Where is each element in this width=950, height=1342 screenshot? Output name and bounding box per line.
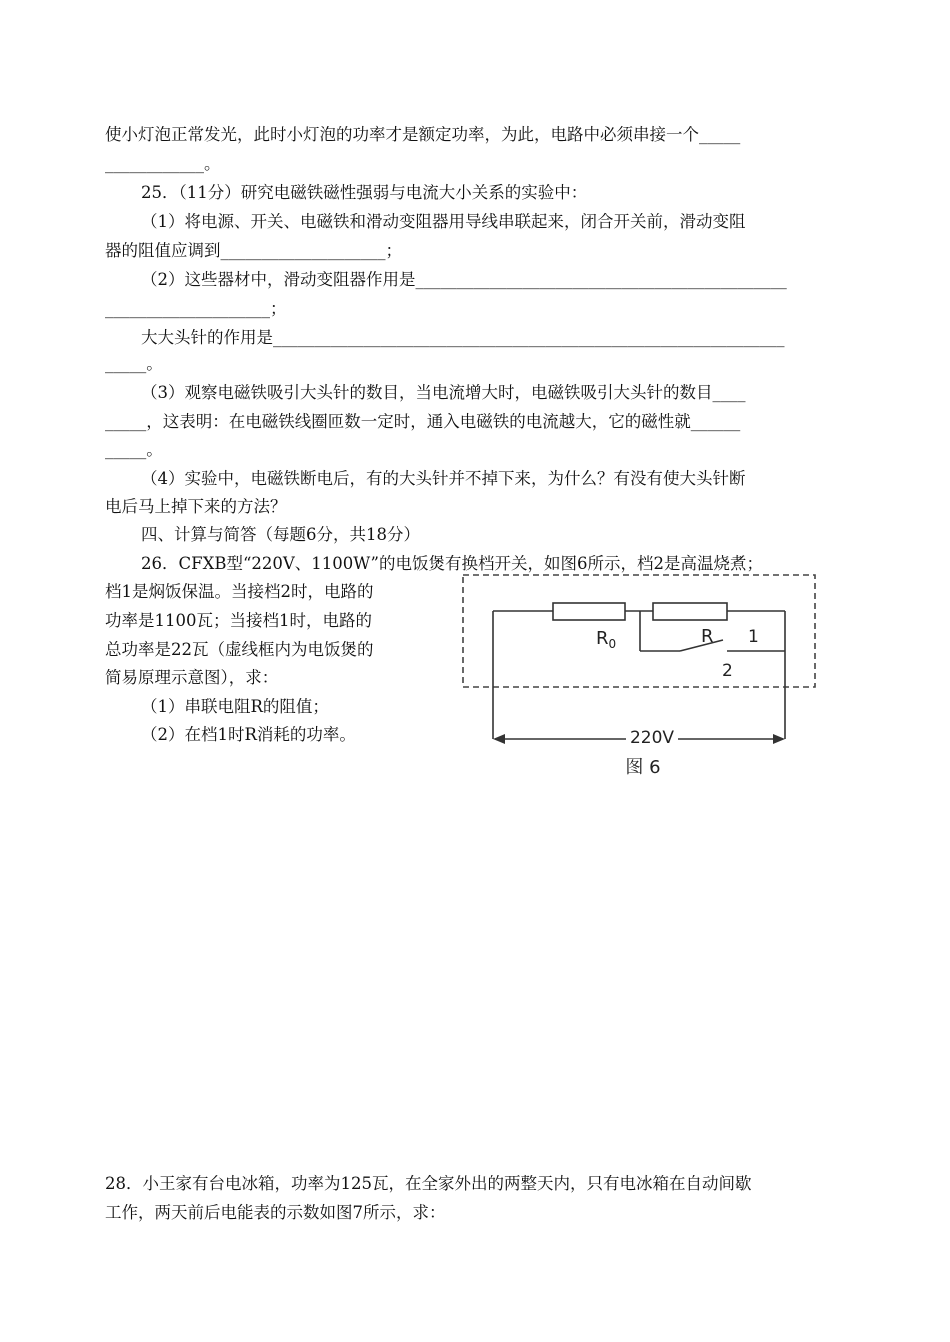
r-label: R bbox=[701, 626, 714, 647]
question-26-heading: 26．CFXB型“220V、1100W”的电饭煲有换档开关，如图6所示，档2是高温烧煮； bbox=[141, 554, 763, 573]
arrow-right-icon bbox=[773, 734, 785, 744]
text-line: 功率是1100瓦；当接档1时，电路的 bbox=[105, 611, 372, 630]
switch-position-1: 1 bbox=[748, 627, 759, 647]
appliance-dashed-box bbox=[463, 575, 815, 687]
text-line: _____。 bbox=[105, 354, 163, 373]
text-line: 总功率是22瓦（虚线框内为电饭煲的 bbox=[105, 640, 374, 659]
text-line: _____。 bbox=[105, 440, 163, 459]
text-line: 档1是焖饭保温。当接档2时，电路的 bbox=[105, 582, 374, 601]
figure-caption: 图 6 bbox=[625, 757, 661, 778]
voltage-label: 220V bbox=[629, 728, 675, 748]
resistor-r bbox=[653, 603, 727, 620]
text-line: 大大头针的作用是______________________________________________________________ bbox=[141, 328, 785, 347]
text-line: （2）在档1时R消耗的功率。 bbox=[141, 725, 356, 744]
text-line: 电后马上掉下来的方法？ bbox=[105, 497, 287, 516]
text-line: （3）观察电磁铁吸引大头针的数目，当电流增大时，电磁铁吸引大头针的数目____ bbox=[141, 383, 746, 402]
text-line: 器的阻值应调到____________________； bbox=[105, 241, 402, 260]
figure-6-circuit bbox=[455, 568, 827, 788]
question-25-heading: 25．（11分）研究电磁铁磁性强弱与电流大小关系的实验中： bbox=[141, 183, 588, 202]
r0-label: $R_0$ bbox=[596, 628, 617, 651]
text-line: 简易原理示意图），求： bbox=[105, 668, 279, 687]
text-line: （1）将电源、开关、电磁铁和滑动变阻器用导线串联起来，闭合开关前，滑动变阻 bbox=[141, 212, 746, 231]
switch-position-2: 2 bbox=[722, 661, 733, 681]
text-line: （2）这些器材中，滑动变阻器作用是_____________________________________________ bbox=[141, 270, 787, 289]
text-line: ____________________； bbox=[105, 299, 287, 318]
section-heading: 四、计算与简答（每题6分，共18分） bbox=[141, 525, 420, 544]
text-line: 工作，两天前后电能表的示数如图7所示，求： bbox=[105, 1203, 446, 1222]
text-line: （1）串联电阻R的阻值； bbox=[141, 697, 329, 716]
text-line: _____，这表明：在电磁铁线圈匝数一定时，通入电磁铁的电流越大，它的磁性就______ bbox=[105, 412, 741, 431]
question-28-heading: 28．小王家有台电冰箱，功率为125瓦，在全家外出的两整天内，只有电冰箱在自动间歇 bbox=[105, 1174, 752, 1193]
arrow-left-icon bbox=[493, 734, 505, 744]
text-line: 使小灯泡正常发光，此时小灯泡的功率才是额定功率，为此，电路中必须串接一个_____ bbox=[105, 125, 741, 144]
text-line: ____________。 bbox=[105, 154, 221, 173]
resistor-r0 bbox=[553, 603, 625, 620]
text-line: （4）实验中，电磁铁断电后，有的大头针并不掉下来，为什么？有没有使大头针断 bbox=[141, 469, 746, 488]
